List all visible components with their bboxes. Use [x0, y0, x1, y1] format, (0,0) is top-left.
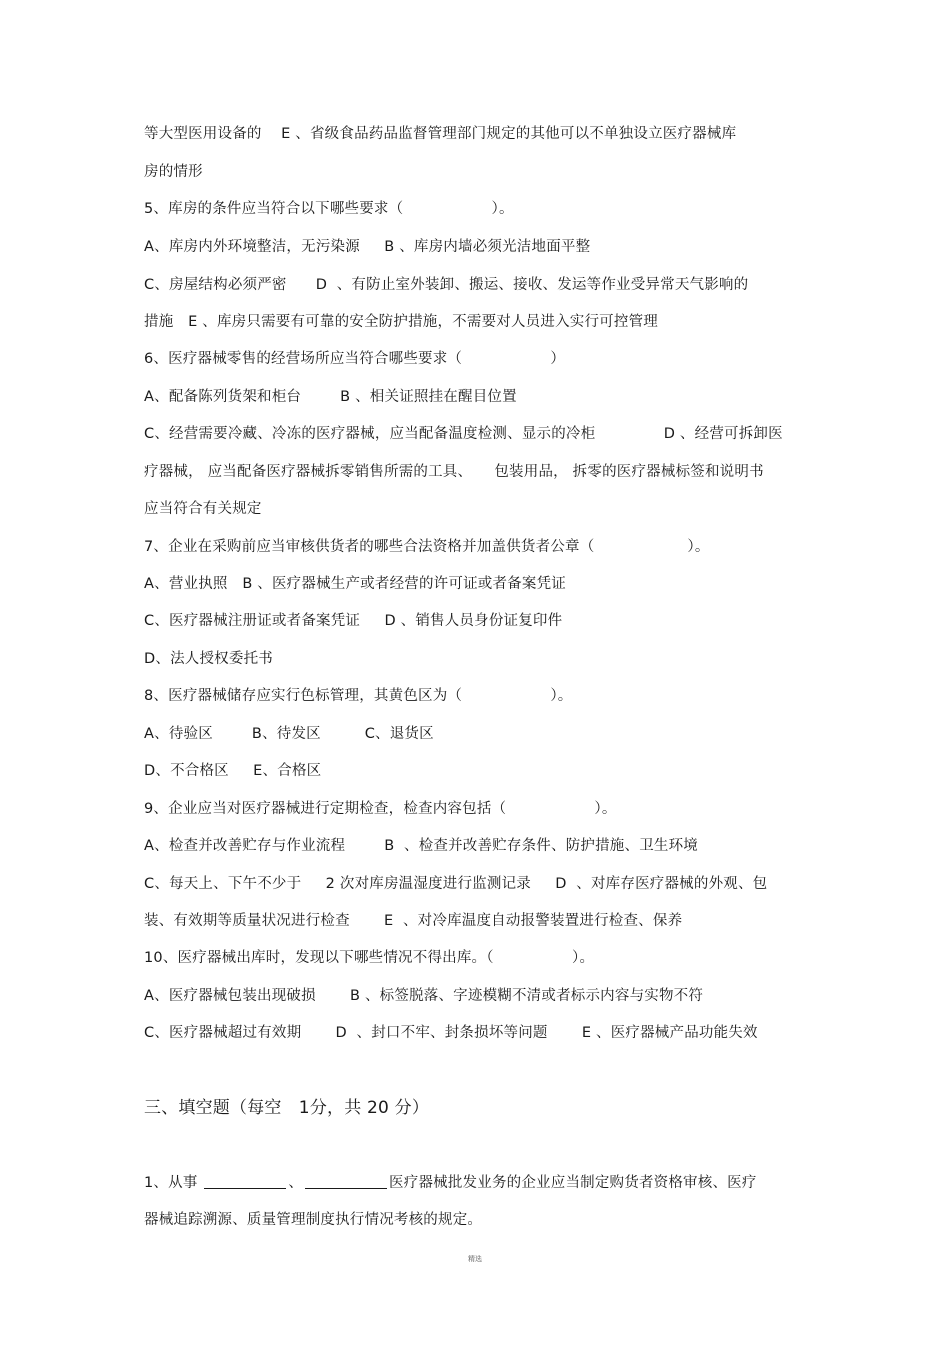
question-9: 9、企业应当对医疗器械进行定期检查，检查内容包括（ ）。 — [144, 801, 617, 817]
question-8: 8、医疗器械储存应实行色标管理，其黄色区为（ ）。 — [144, 688, 573, 704]
option-line: 措施 E 、库房只需要有可靠的安全防护措施，不需要对人员进入实行可控管理 — [144, 314, 658, 330]
option-line: D、不合格区 E、合格区 — [144, 763, 322, 779]
option-line: A、医疗器械包装出现破损 B 、标签脱落、字迹模糊不清或者标示内容与实物不符 — [144, 988, 704, 1004]
option-line: 疗器械， 应当配备医疗器械拆零销售所需的工具、 包装用品， 拆零的医疗器械标签和说明书 — [144, 464, 764, 480]
question-5: 5、库房的条件应当符合以下哪些要求（ ）。 — [144, 201, 514, 217]
question-6: 6、医疗器械零售的经营场所应当符合哪些要求（ ） — [144, 351, 566, 367]
fill-blank — [204, 1173, 286, 1189]
question-7: 7、企业在采购前应当审核供货者的哪些合法资格并加盖供货者公章（ ）。 — [144, 539, 710, 555]
fill-question-1-cont: 器械追踪溯源、质量管理制度执行情况考核的规定。 — [144, 1212, 483, 1228]
option-line: 应当符合有关规定 — [144, 501, 262, 517]
option-line: A、营业执照 B 、医疗器械生产或者经营的许可证或者备案凭证 — [144, 576, 566, 592]
option-line: C、医疗器械注册证或者备案凭证 D 、销售人员身份证复印件 — [144, 613, 563, 629]
option-line: C、房屋结构必须严密 D 、有防止室外装卸、搬运、接收、发运等作业受异常天气影响的 — [144, 277, 749, 293]
text-line: 房的情形 — [144, 164, 203, 180]
text-line: 等大型医用设备的 E 、省级食品药品监督管理部门规定的其他可以不单独设立医疗器械库 — [144, 126, 737, 142]
fill-suffix: 医疗器械批发业务的企业应当制定购货者资格审核、医疗 — [389, 1175, 757, 1191]
option-line: 装、有效期等质量状况进行检查 E 、对冷库温度自动报警装置进行检查、保养 — [144, 913, 683, 929]
fill-blank — [305, 1173, 387, 1189]
option-line: C、医疗器械超过有效期 D 、封口不牢、封条损坏等问题 E 、医疗器械产品功能失效 — [144, 1025, 758, 1041]
fill-question-1 — [144, 1173, 757, 1193]
option-line: A、配备陈列货架和柜台 B 、相关证照挂在醒目位置 — [144, 389, 517, 405]
fill-prefix: 1、从事 — [144, 1175, 203, 1191]
option-line: C、经营需要冷藏、冷冻的医疗器械，应当配备温度检测、显示的冷柜 D 、经营可拆卸医 — [144, 426, 783, 442]
section-title: 三、填空题（每空 1分，共 20 分） — [144, 1098, 430, 1118]
fill-separator: 、 — [288, 1175, 304, 1191]
option-line: A、库房内外环境整洁，无污染源 B 、库房内墙必须光洁地面平整 — [144, 239, 591, 255]
option-line: A、检查并改善贮存与作业流程 B 、检查并改善贮存条件、防护措施、卫生环境 — [144, 838, 698, 854]
page-footer: 精选 — [468, 1255, 482, 1263]
option-line: A、待验区 B、待发区 C、退货区 — [144, 726, 434, 742]
question-10: 10、医疗器械出库时，发现以下哪些情况不得出库。（ ）。 — [144, 950, 595, 966]
option-line: C、每天上、下午不少于 2 次对库房温湿度进行监测记录 D 、对库存医疗器械的外观、包 — [144, 876, 768, 892]
option-line: D、法人授权委托书 — [144, 651, 273, 667]
